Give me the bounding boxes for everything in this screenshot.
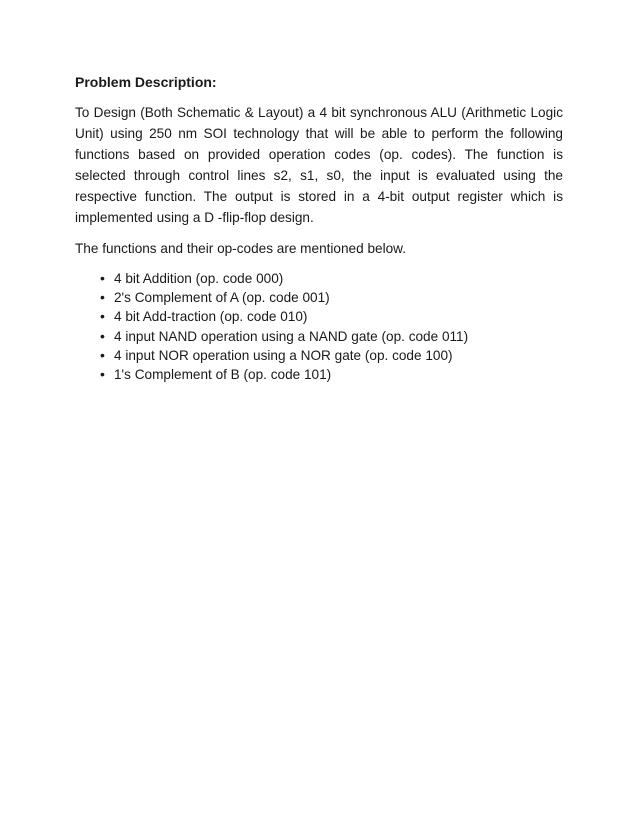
list-item: • 4 input NOR operation using a NOR gate (op. code 100) — [100, 346, 563, 365]
document-page — [75, 72, 563, 384]
list-item: • 4 input NAND operation using a NAND gate (op. code 011) — [100, 327, 563, 346]
list-item: • 4 bit Add-traction (op. code 010) — [100, 307, 563, 326]
list-item: • 4 bit Addition (op. code 000) — [100, 269, 563, 288]
list-item: • 2's Complement of A (op. code 001) — [100, 288, 563, 307]
section-heading: Problem Description: — [75, 74, 217, 90]
description-paragraph: To Design (Both Schematic & Layout) a 4 bit synchronous ALU (Arithmetic Logic Unit) using 250 nm SOI technology that will be able to perform the following functions based on provided operation codes (op. codes). The function is selected through control lines s2, s1, s0, the input is evaluated using the respective function. The output is stored in a 4-bit output register which is implemented using a D -flip-flop design. — [75, 105, 563, 225]
function-list — [75, 269, 563, 384]
list-item: • 1's Complement of B (op. code 101) — [100, 365, 563, 384]
functions-intro-paragraph: The functions and their op-codes are mentioned below. — [75, 241, 406, 256]
